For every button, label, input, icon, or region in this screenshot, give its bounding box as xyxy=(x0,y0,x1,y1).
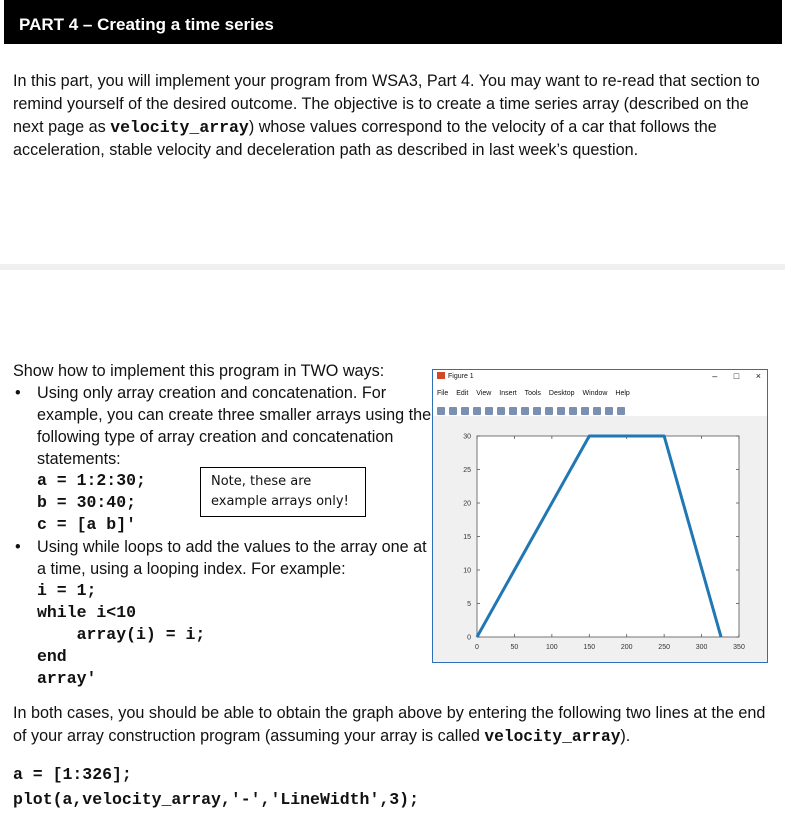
colorbar-icon[interactable] xyxy=(581,407,589,415)
y-tick-label: 30 xyxy=(463,433,471,441)
intro-text-1: In this part, you will implement your program from WSA3, Part 4. You may want to re-read that section to remind yourself of the desired outcome. The objective is to create a time series array (described on the next page as xyxy=(13,72,760,136)
hide-tools-icon[interactable] xyxy=(605,407,613,415)
code-line: a = 1:2:30; xyxy=(37,471,146,490)
x-tick-label: 150 xyxy=(583,644,596,651)
pan-icon[interactable] xyxy=(521,407,529,415)
figure-canvas xyxy=(433,416,767,662)
legend-icon[interactable] xyxy=(593,407,601,415)
y-tick-label: 5 xyxy=(467,601,471,608)
brush-icon[interactable] xyxy=(557,407,565,415)
final-code-line: plot(a,velocity_array,'-','LineWidth',3); xyxy=(13,790,419,809)
show-tools-icon[interactable] xyxy=(617,407,625,415)
y-tick-label: 0 xyxy=(467,634,471,642)
x-tick-label: 0 xyxy=(475,644,479,651)
x-tick-label: 350 xyxy=(733,644,745,651)
bullet-while-loop-text: Using while loops to add the values to the array one at a time, using a looping index. For example: xyxy=(37,538,427,578)
matlab-figure-icon xyxy=(437,372,445,379)
bullet-marker: • xyxy=(15,538,21,556)
code-line: array(i) = i; xyxy=(37,625,206,644)
new-figure-icon[interactable] xyxy=(437,407,445,415)
code-line: while i<10 xyxy=(37,603,137,622)
figure-titlebar xyxy=(437,372,474,383)
closing-paragraph xyxy=(13,702,778,749)
x-tick-label: 250 xyxy=(658,644,670,651)
pointer-icon[interactable] xyxy=(485,407,493,415)
minimize-icon[interactable]: – xyxy=(712,371,718,381)
implementation-section xyxy=(13,360,433,690)
x-tick-label: 200 xyxy=(620,644,633,651)
bullet-concatenation-text: Using only array creation and concatenation. For example, you can create three smaller arrays using the following type of array creation and concatenation statements: xyxy=(37,384,432,468)
menu-desktop[interactable]: Desktop xyxy=(548,390,575,397)
bullet-concatenation xyxy=(13,382,433,470)
menu-edit[interactable]: Edit xyxy=(456,390,469,397)
intro-code: velocity_array xyxy=(110,118,249,137)
matlab-figure-window xyxy=(432,369,768,663)
implementation-title: Show how to implement this program in TWO ways: xyxy=(13,362,385,380)
x-tick-label: 300 xyxy=(695,644,708,651)
example-note-box: Note, these are example arrays only! xyxy=(200,467,366,517)
code-line: i = 1; xyxy=(37,581,97,600)
y-tick-label: 25 xyxy=(463,467,471,474)
closing-text-1: In both cases, you should be able to obtain the graph above by entering the following two lines at the end of your array construction program (assuming your array is called xyxy=(13,704,766,745)
x-tick-label: 50 xyxy=(510,644,519,651)
menu-view[interactable]: View xyxy=(476,390,492,397)
closing-text-2: ). xyxy=(620,727,631,745)
save-icon[interactable] xyxy=(461,407,469,415)
figure-toolbar xyxy=(437,402,629,412)
velocity-plot xyxy=(433,416,767,662)
code-line: c = [a b]' xyxy=(37,515,137,534)
code-line: end xyxy=(37,647,67,666)
section-header xyxy=(4,0,782,44)
intro-paragraph xyxy=(13,70,778,162)
figure-menubar xyxy=(437,390,636,397)
menu-tools[interactable]: Tools xyxy=(524,390,541,397)
bullet-marker: • xyxy=(15,384,21,402)
final-code-line: a = [1:326]; xyxy=(13,765,132,784)
menu-window[interactable]: Window xyxy=(582,390,608,397)
link-icon[interactable] xyxy=(569,407,577,415)
menu-help[interactable]: Help xyxy=(615,390,630,397)
figure-title: Figure 1 xyxy=(448,373,474,380)
closing-code: velocity_array xyxy=(484,728,621,746)
section-title: PART 4 – Creating a time series xyxy=(19,15,274,34)
menu-file[interactable]: File xyxy=(437,390,449,397)
print-icon[interactable] xyxy=(473,407,481,415)
x-tick-label: 100 xyxy=(546,644,558,651)
data-cursor-icon[interactable] xyxy=(545,407,553,415)
menu-insert[interactable]: Insert xyxy=(499,390,517,397)
maximize-icon[interactable]: □ xyxy=(733,371,740,381)
zoom-in-icon[interactable] xyxy=(497,407,505,415)
open-file-icon[interactable] xyxy=(449,407,457,415)
y-tick-label: 10 xyxy=(463,567,471,575)
code-line: b = 30:40; xyxy=(37,493,137,512)
plot-area xyxy=(477,436,739,637)
window-controls xyxy=(698,371,761,381)
y-tick-label: 15 xyxy=(463,534,471,541)
page-break xyxy=(0,264,785,270)
y-tick-label: 20 xyxy=(463,500,471,508)
close-icon[interactable]: × xyxy=(755,371,761,381)
code-line: array' xyxy=(37,669,97,688)
rotate-icon[interactable] xyxy=(533,407,541,415)
zoom-out-icon[interactable] xyxy=(509,407,517,415)
bullet-while-loop xyxy=(13,536,433,580)
intro-text-2: ) whose values correspond to the velocity of a car that follows the acceleration, stable velocity and deceleration path as described in last week’s question. xyxy=(13,118,717,159)
